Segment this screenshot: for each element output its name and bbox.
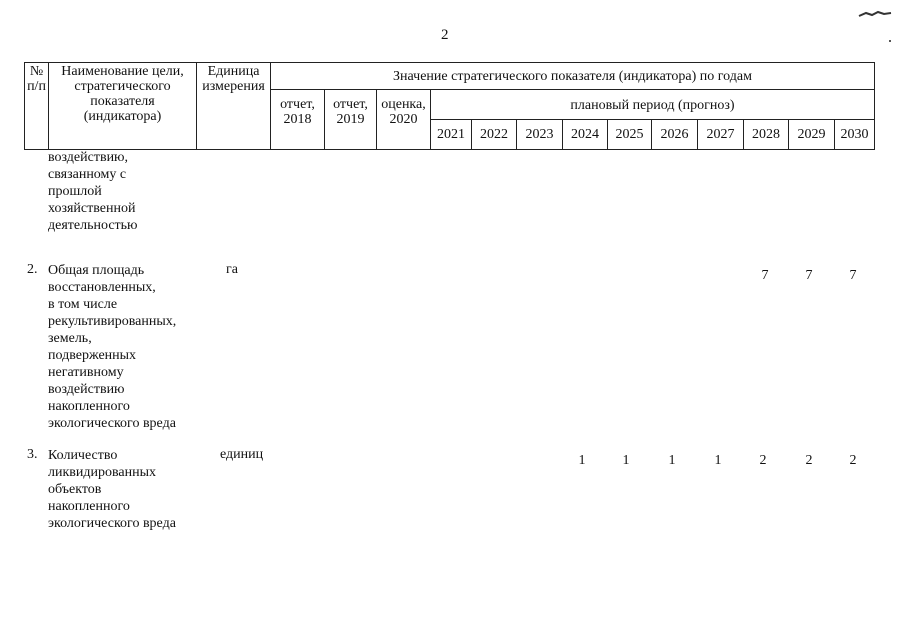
header-plan: плановый период (прогноз) — [570, 98, 735, 113]
row-unit: га — [226, 262, 238, 277]
header-year: 2022 — [472, 120, 517, 149]
header-year: 2030 — [840, 127, 869, 142]
row-value-2030: 7 — [849, 268, 857, 283]
row-value-2025: 1 — [622, 453, 630, 468]
row-value-2029: 2 — [805, 453, 813, 468]
row-name: Общая площадь восстановленных, в том числе рекультивированных, земель, подверженных негативному воздействию накопленного экологического вреда — [48, 263, 177, 431]
header-unit: Единица измерения — [197, 63, 271, 149]
row-value-2024: 1 — [578, 453, 586, 468]
continued-row-name: воздействию, связанному с прошлой хозяйственной деятельностью — [48, 150, 138, 233]
header-name: Наименование цели, стратегического показателя (индикатора) — [49, 63, 197, 149]
header-number: № п/п — [25, 63, 49, 149]
header-year: 2029 — [789, 120, 835, 149]
row-value-2028: 2 — [759, 453, 767, 468]
row-number: 3. — [27, 447, 38, 462]
row-value-2028: 7 — [761, 268, 769, 283]
header-2019: отчет, 2019 — [325, 90, 377, 149]
header-year: 2027 — [698, 120, 744, 149]
header-2020: оценка, 2020 — [377, 90, 431, 149]
row-name: Количество ликвидированных объектов накопленного экологического вреда — [48, 448, 176, 531]
header-year: 2026 — [652, 120, 698, 149]
header-2018: отчет, 2018 — [271, 90, 325, 149]
scan-mark-icon — [858, 10, 892, 18]
header-year: 2028 — [744, 120, 789, 149]
row-value-2026: 1 — [668, 453, 676, 468]
row-value-2029: 7 — [805, 268, 813, 283]
row-unit: единиц — [220, 447, 264, 462]
header-year: 2021 — [431, 120, 472, 149]
row-number: 2. — [27, 262, 38, 277]
scan-dot-icon — [889, 40, 891, 42]
header-year: 2024 — [563, 120, 608, 149]
header-values: Значение стратегического показателя (индикатора) по годам — [393, 69, 752, 84]
header-year: 2025 — [608, 120, 652, 149]
page-number: 2 — [441, 27, 449, 43]
row-value-2030: 2 — [849, 453, 857, 468]
row-value-2027: 1 — [714, 453, 722, 468]
table-header — [24, 62, 875, 150]
header-year: 2023 — [517, 120, 563, 149]
